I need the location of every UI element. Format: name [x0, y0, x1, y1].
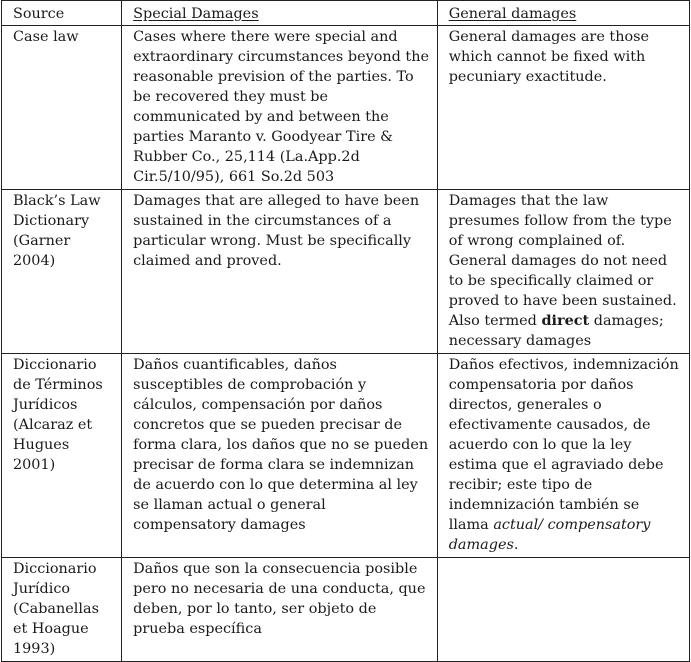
source-cell: Case law	[2, 26, 122, 190]
general-italic-term: actual/ compensatory damages	[448, 517, 651, 553]
header-source: Source	[2, 1, 122, 26]
header-special-damages	[122, 1, 438, 26]
general-text-part: Daños efectivos, indemnización compensatoria por daños directos, generales o efectivamente causados, de acuerdo con lo que la ley estima que el agraviado debe recibir; este tipo de indemnización también se llama	[448, 357, 679, 533]
table-row	[2, 26, 690, 190]
general-damages-cell	[437, 558, 689, 662]
source-cell: Black’s Law Dictionary (Garner 2004)	[2, 190, 122, 354]
general-text-part: damages; necessary damages	[448, 313, 664, 349]
special-damages-cell: Daños cuantificables, daños susceptibles de comprobación y cálculos, compensación por daños concretos que se pueden precisar de forma clara, los daños que no se pueden precisar de forma clara se indemnizan de acuerdo con lo que determina al ley se llaman actual o general compensatory damages	[122, 354, 438, 558]
general-bold-term: direct	[541, 312, 590, 329]
general-text-part: Damages that the law presumes follow from the type of wrong complained of. General damages do not need to be specifically claimed or proved to have been sustained. Also termed	[448, 193, 677, 329]
header-special-label: Special Damages	[133, 6, 259, 22]
general-text-part: .	[513, 537, 519, 553]
special-damages-cell: Damages that are alleged to have been sustained in the circumstances of a particular wrong. Must be specifically claimed and proved.	[122, 190, 438, 354]
special-damages-cell: Cases where there were special and extraordinary circumstances beyond the reasonable prevision of the parties. To be recovered they must be communicated by and between the parties Maranto v. Goodyear Tire & Rubber Co., 25,114 (La.App.2d Cir.5/10/95), 661 So.2d 503	[122, 26, 438, 190]
header-general-damages	[437, 1, 689, 26]
damages-comparison-table	[1, 0, 690, 662]
header-row	[2, 1, 690, 26]
source-cell: Diccionario de Términos Jurídicos (Alcaraz et Hugues 2001)	[2, 354, 122, 558]
header-general-label: General damages	[448, 6, 577, 22]
source-cell: Diccionario Jurídico (Cabanellas et Hoague 1993)	[2, 558, 122, 662]
table-row	[2, 354, 690, 558]
general-damages-cell	[437, 354, 689, 558]
table-row	[2, 558, 690, 662]
general-damages-cell	[437, 190, 689, 354]
table-row	[2, 190, 690, 354]
special-damages-cell: Daños que son la consecuencia posible pero no necesaria de una conducta, que deben, por lo tanto, ser objeto de prueba específica	[122, 558, 438, 662]
general-damages-cell: General damages are those which cannot be fixed with pecuniary exactitude.	[437, 26, 689, 190]
